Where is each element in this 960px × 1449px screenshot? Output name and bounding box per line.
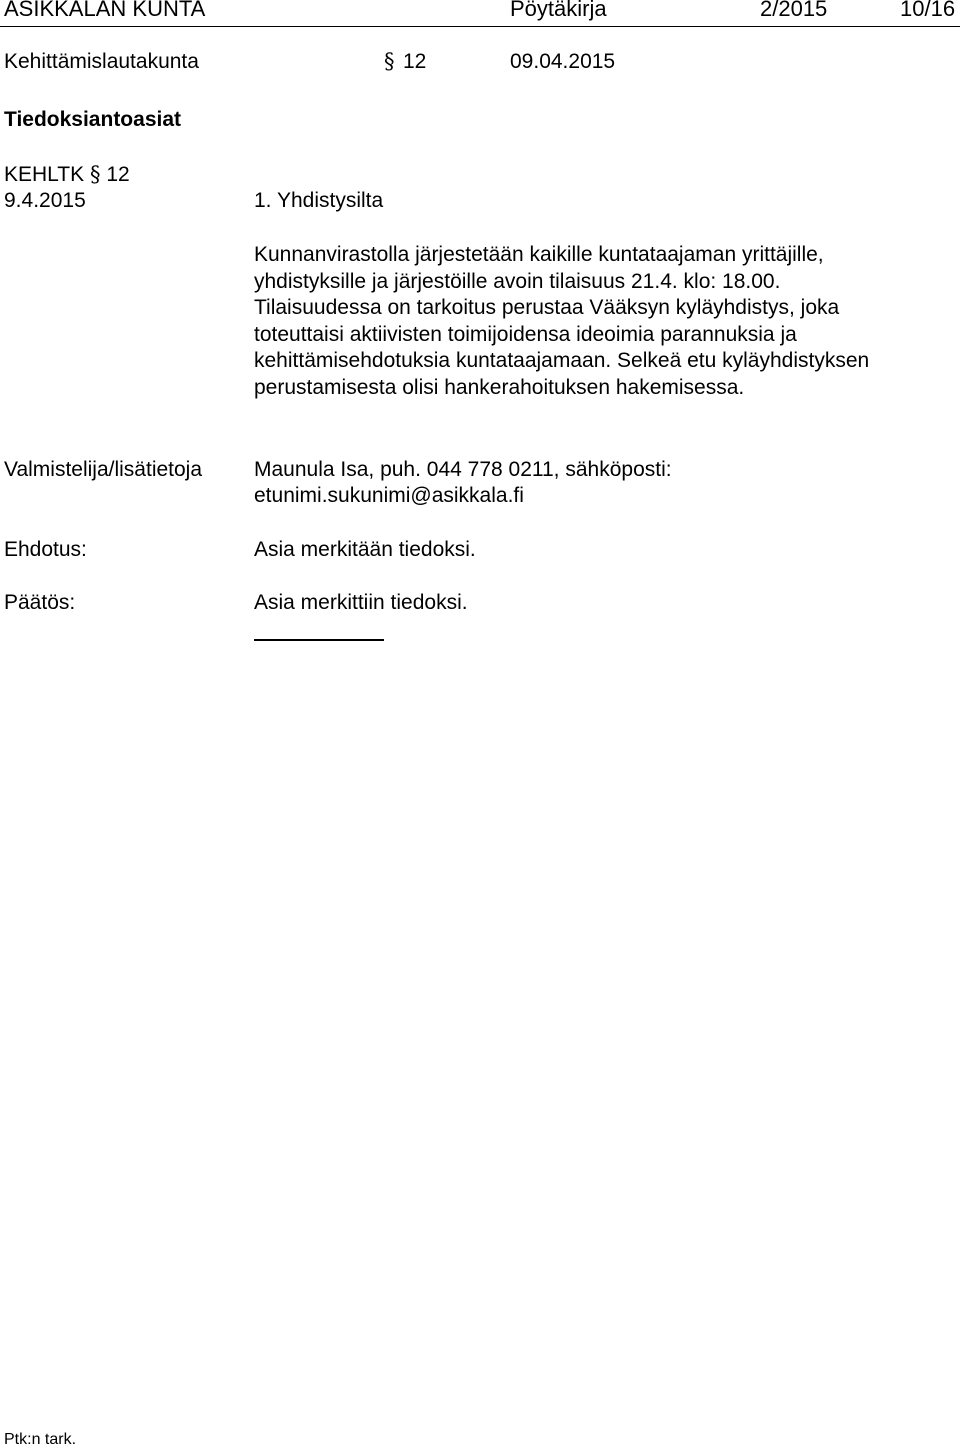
document-number: 2/2015 xyxy=(760,0,828,21)
preparer-email: etunimi.sukunimi@asikkala.fi xyxy=(254,484,524,507)
paragraph-line: kehittämisehdotuksia kuntataajamaan. Selkeä etu kyläyhdistyksen xyxy=(254,349,870,372)
paragraph-line: Kunnanvirastolla järjestetään kaikille kuntataajaman yrittäjille, xyxy=(254,243,824,266)
paragraph-line: yhdistyksille ja järjestöille avoin tilaisuus 21.4. klo: 18.00. xyxy=(254,269,781,293)
section-number: 12 xyxy=(403,50,427,73)
paragraph-line: toteuttaisi aktiivisten toimijoidensa ideoimia parannuksia ja xyxy=(254,322,797,346)
paragraph-line: perustamisesta olisi hankerahoituksen hakemisessa. xyxy=(254,375,745,399)
reference-section-number: 12 xyxy=(106,163,130,186)
section-symbol: § xyxy=(384,49,395,73)
item-heading: Tiedoksiantoasiat xyxy=(4,108,182,131)
item-subheading: 1. Yhdistysilta xyxy=(254,189,384,212)
proposal-label: Ehdotus: xyxy=(4,538,87,561)
page-number: 10/16 xyxy=(900,0,956,21)
decision-value: Asia merkittiin tiedoksi. xyxy=(254,591,468,614)
preparer-label: Valmistelija/lisätietoja xyxy=(4,458,203,481)
organization-name: ASIKKALAN KUNTA xyxy=(4,0,206,21)
meeting-date: 09.04.2015 xyxy=(510,50,616,73)
paragraph-line: Tilaisuudessa on tarkoitus perustaa Vääksyn kyläyhdistys, joka xyxy=(254,296,840,319)
footer-checker: Ptk:n tark. xyxy=(4,1431,77,1448)
committee-name: Kehittämislautakunta xyxy=(4,50,199,73)
preparer-contact: Maunula Isa, puh. 044 778 0211, sähköposti: xyxy=(254,458,672,481)
reference-section-symbol: § xyxy=(89,162,101,186)
reference-code-text: KEHLTK xyxy=(4,163,85,186)
header-divider xyxy=(0,26,960,27)
document-type: Pöytäkirja xyxy=(510,0,607,21)
decision-label: Päätös: xyxy=(4,591,76,614)
reference-code xyxy=(4,162,130,187)
item-paragraph xyxy=(254,242,954,401)
end-divider xyxy=(254,639,384,641)
reference-date: 9.4.2015 xyxy=(4,189,86,212)
proposal-value: Asia merkitään tiedoksi. xyxy=(254,538,476,561)
